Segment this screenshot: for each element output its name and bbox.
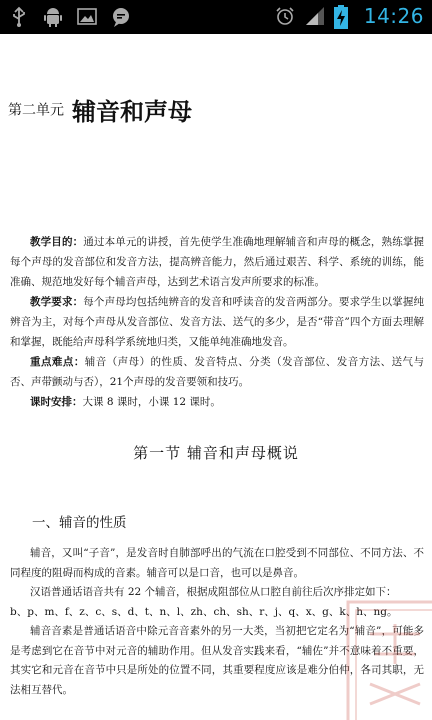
objective-text: 每个声母均包括纯辨音的发音和呼读音的发音两部分。要求学生以掌握纯辨音为主，对每个声母从发音部位、发音方法、送气的多少，是否“带音”四个方面去理解和掌握，既能给声母科学系统地归类，又能单纯准确地发音。	[10, 296, 425, 348]
consonant-list: b、p、m、f、z、c、s、d、t、n、l、zh、ch、sh、r、j、q、x、g、k、h、ng。	[10, 605, 398, 618]
section-title: 第一节 辅音和声母概说	[133, 444, 299, 462]
usb-icon	[8, 6, 30, 28]
objective-text: 大课 8 课时，小课 12 课时。	[82, 396, 221, 408]
objective-label: 教学目的：	[30, 236, 84, 248]
android-icon	[42, 6, 64, 28]
paragraph: 辅音音素是普通话语音中除元音音素外的另一大类，当初把它定名为“辅音”，可能多是考虑到它在音节中对元音的辅助作用。但从发音实践来看，“辅佐”并不意味着不重要，其实它和元音在音节中只是所处的位置不同，其重要程度应该是难分伯仲，各司其职，无法相互替代。	[10, 625, 424, 696]
teaching-objectives	[10, 232, 424, 412]
objective-text: 通过本单元的讲授，首先使学生准确地理解辅音和声母的概念，熟练掌握每个声母的发音部位和发音方法，提高辨音能力，然后通过艰苦、科学、系统的训练，能准确、规范地发好每个辅音声母，达到艺术语言发声所要求的标准。	[10, 236, 425, 288]
objective-requirements	[10, 292, 424, 352]
paragraph: 汉语普通话语音共有 22 个辅音，根据成阻部位从口腔自前往后次序排定如下：	[30, 586, 397, 598]
unit-title	[8, 92, 192, 127]
unit-name: 辅音和声母	[72, 98, 192, 126]
objective-label: 课时安排：	[30, 396, 83, 408]
objective-text: 辅音（声母）的性质、发音特点、分类（发音部位、发音方法、送气与否、声带颤动与否），21个声母的发音要领和技巧。	[10, 356, 425, 388]
status-bar	[0, 0, 432, 34]
subsection-heading: 一、辅音的性质	[32, 515, 127, 531]
document-page[interactable]	[0, 34, 432, 720]
battery-charging-icon	[334, 5, 356, 27]
alarm-icon	[274, 5, 296, 27]
paragraph: 辅音，又叫“子音”，是发音时自肺部呼出的气流在口腔受到不同部位、不同方法、不同程度的阻碍而构成的音素。辅音可以是口音，也可以是鼻音。	[10, 547, 424, 579]
objective-key-points	[10, 352, 424, 392]
signal-icon	[304, 5, 326, 27]
notification-icons	[8, 6, 132, 28]
unit-number: 第二单元	[8, 102, 64, 119]
clock-time: 14:26	[363, 4, 424, 28]
objective-label: 重点难点：	[30, 356, 85, 368]
objective-purpose	[10, 232, 424, 292]
objective-label: 教学要求：	[30, 296, 84, 308]
chat-icon	[110, 6, 132, 28]
system-indicators	[274, 4, 424, 28]
objective-schedule	[10, 392, 424, 412]
watermark-stamp	[340, 594, 432, 720]
image-icon	[76, 6, 98, 28]
